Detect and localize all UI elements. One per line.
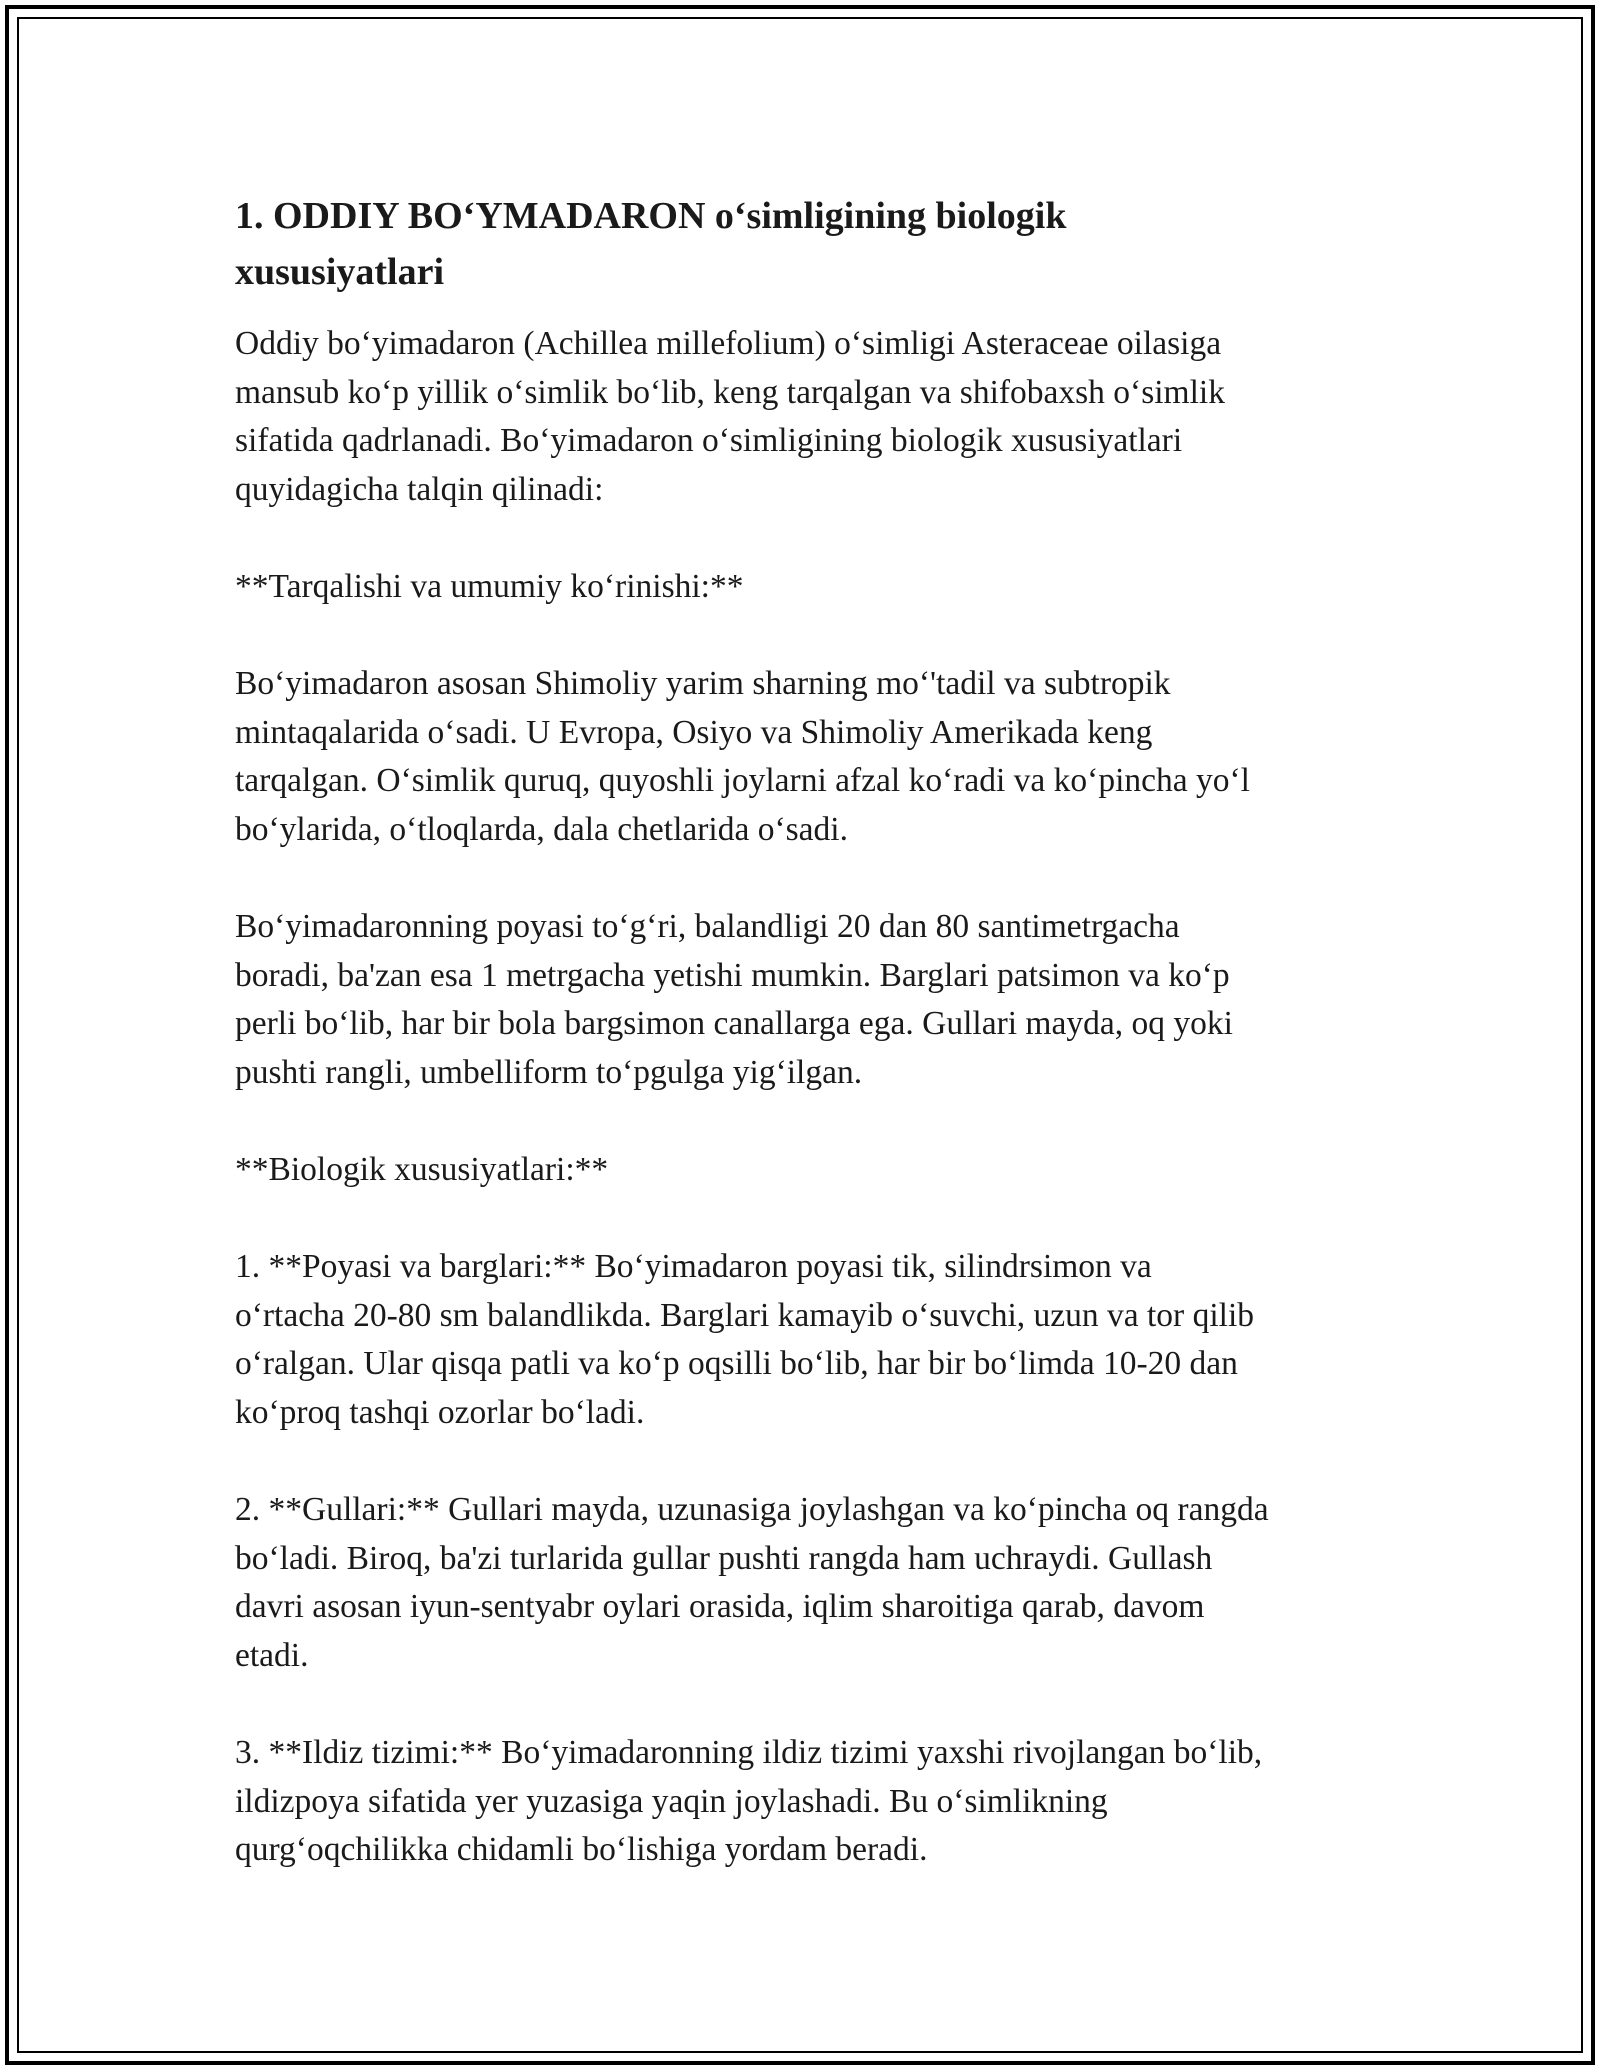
section-heading-distribution: **Tarqalishi va umumiy ko‘rinishi:**	[235, 567, 744, 605]
document-body	[235, 188, 1375, 1924]
stem-description-paragraph: Bo‘yimadaronning poyasi to‘g‘ri, balandligi 20 dan 80 santimetrgacha boradi, ba'zan esa 1 metrgacha yetishi mumkin. Barglari patsimon va ko‘p perli bo‘lib, har bir bola bargsimon canallarga ega. Gullari mayda, oq yoki pushti rangli, umbelliform to‘pgulga yig‘ilgan.	[235, 908, 1233, 1091]
section-heading-biology: **Biologik xususiyatlari:**	[235, 1151, 609, 1189]
intro-paragraph: Oddiy bo‘yimadaron (Achillea millefolium) o‘simligi Asteraceae oilasiga mansub ko‘p yillik o‘simlik bo‘lib, keng tarqalgan va shifobaxsh o‘simlik sifatida qadrlanadi. Bo‘yimadaron o‘simligining biologik xususiyatlari quyidagicha talqin qilinadi:	[235, 325, 1225, 508]
list-item-stem-leaves: 1. **Poyasi va barglari:** Bo‘yimadaron poyasi tik, silindrsimon va o‘rtacha 20-80 sm balandlikda. Barglari kamayib o‘suvchi, uzun va tor qilib o‘ralgan. Ular qisqa patli va ko‘p oqsilli bo‘lib, har bir bo‘limda 10-20 dan ko‘proq tashqi ozorlar bo‘ladi.	[235, 1248, 1255, 1432]
list-item-roots: 3. **Ildiz tizimi:** Bo‘yimadaronning ildiz tizimi yaxshi rivojlangan bo‘lib, ildizpoya sifatida yer yuzasiga yaqin joylashadi. Bu o‘simlikning qurg‘oqchilikka chidamli bo‘lishiga yordam beradi.	[235, 1734, 1263, 1869]
document-title: 1. ODDIY BO‘YMADARON o‘simligining biologik xususiyatlari	[235, 195, 1067, 293]
distribution-paragraph: Bo‘yimadaron asosan Shimoliy yarim sharning mo‘'tadil va subtropik mintaqalarida o‘sadi. U Evropa, Osiyo va Shimoliy Amerikada keng tarqalgan. O‘simlik quruq, quyoshli joylarni afzal ko‘radi va ko‘pincha yo‘l bo‘ylarida, o‘tloqlarda, dala chetlarida o‘sadi.	[235, 665, 1250, 848]
list-item-flowers: 2. **Gullari:** Gullari mayda, uzunasiga joylashgan va ko‘pincha oq rangda bo‘ladi. Biroq, ba'zi turlarida gullar pushti rangda ham uchraydi. Gullash davri asosan iyun-sentyabr oylari orasida, iqlim sharoitiga qarab, davom etadi.	[235, 1491, 1269, 1675]
